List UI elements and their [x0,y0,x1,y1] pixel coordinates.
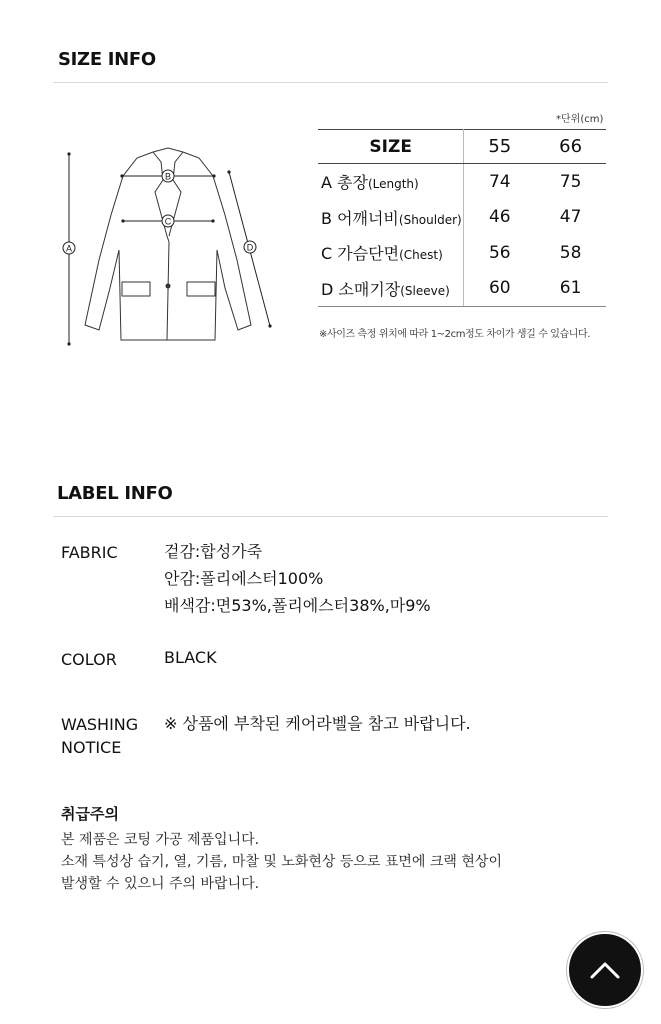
row-label [318,235,464,271]
row-label-en: (Chest) [399,248,443,263]
size-header-66: 66 [535,130,606,164]
table-row [318,235,606,271]
label-info-title: LABEL INFO [57,483,173,504]
scroll-top-button[interactable] [567,932,643,1008]
fabric-line: 겉감:합성가죽 [164,542,263,561]
color-key: COLOR [61,650,117,669]
care-title: 취급주의 [61,805,119,823]
row-value: 58 [559,242,582,263]
row-value: 75 [559,171,582,192]
marker-a-label: A [65,243,73,254]
row-label-en: (Sleeve) [400,283,450,298]
color-value: BLACK [164,648,217,667]
care-line: 발생할 수 있으니 주의 바랍니다. [61,876,260,892]
washing-key-line: NOTICE [61,738,122,757]
size-footnote: ※사이즈 측정 위치에 따라 1~2cm정도 차이가 생길 수 있습니다. [319,329,591,340]
size-info-divider [53,82,608,83]
washing-value: ※ 상품에 부착된 케어라벨을 참고 바랍니다. [164,714,471,733]
size-table-header [318,130,606,164]
row-label [318,164,464,200]
table-row [318,271,606,307]
row-label-ko: C 가슴단면 [321,244,400,264]
row-value: 46 [488,207,511,228]
care-text [61,829,502,895]
row-label [318,200,464,236]
size-header-label: SIZE [318,130,464,164]
chevron-up-icon [589,960,621,980]
marker-c-label: C [164,216,172,227]
label-info-divider [53,516,608,517]
washing-key-line: WASHING [61,715,139,734]
row-label-en: (Shoulder) [398,212,462,227]
marker-d-label: D [246,242,254,253]
table-row [318,164,606,200]
fabric-values [164,538,431,619]
washing-key [61,713,138,759]
size-info-title: SIZE INFO [58,49,156,70]
row-label-ko: A 총장 [321,173,368,193]
row-label-en: (Length) [367,177,419,192]
row-label [318,271,464,307]
size-table [318,129,606,307]
size-header-55: 55 [464,130,535,164]
row-value: 47 [559,207,582,228]
fabric-line: 안감:폴리에스터100% [164,569,324,588]
row-value: 60 [464,271,535,307]
care-line: 소재 특성상 습기, 열, 기름, 마찰 및 노화현상 등으로 표면에 크랙 현상이 [61,854,502,870]
row-value: 61 [535,271,606,307]
care-line: 본 제품은 코팅 가공 제품입니다. [61,832,260,848]
fabric-key: FABRIC [61,543,118,562]
row-value: 56 [488,242,511,263]
row-label-ko: D 소매기장 [321,279,401,299]
row-value: 74 [488,171,511,192]
row-label-ko: B 어깨너비 [321,208,399,228]
table-row [318,200,606,236]
jacket-measurement-diagram [55,140,285,355]
unit-note: *단위(cm) [556,114,604,125]
marker-b-label: B [164,171,172,182]
fabric-line: 배색감:면53%,폴리에스터38%,마9% [164,596,431,615]
